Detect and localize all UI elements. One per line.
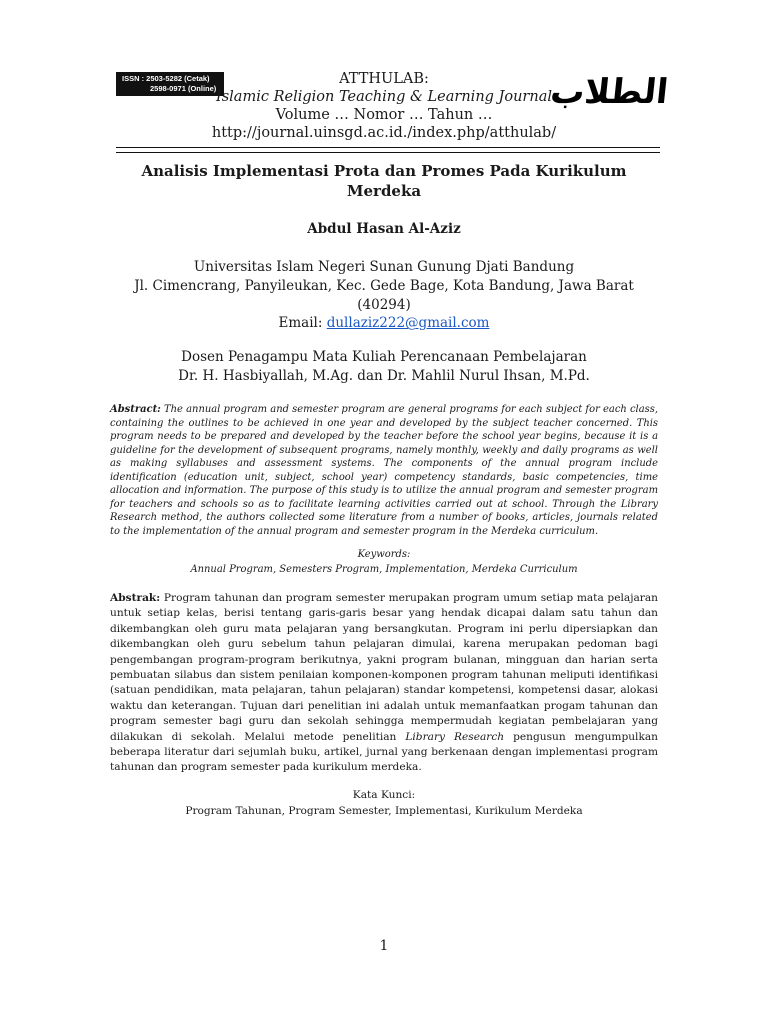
- keywords-indonesian-label: Kata Kunci:: [352, 789, 416, 801]
- abstract-english-label: Abstract:: [110, 404, 161, 415]
- lecturer-names: Dr. H. Hasbiyallah, M.Ag. dan Dr. Mahlil Nurul Ihsan, M.Pd.: [178, 368, 590, 384]
- issn-print: ISSN : 2503-5282 (Cetak): [122, 74, 210, 83]
- article-title: Analisis Implementasi Prota dan Promes Pada Kurikulum Merdeka: [141, 162, 627, 200]
- abstract-indonesian-text-2: pengusun mengumpulkan beberapa literatur dari sejumlah buku, artikel, jurnal yang berkenaan dengan implementasi program tahunan dan program semester pada kurikulum merdeka.: [110, 730, 659, 774]
- journal-name: ATTHULAB:: [339, 71, 429, 87]
- journal-logo: الطلاب: [548, 72, 671, 112]
- volume-line: Volume … Nomor … Tahun …: [275, 107, 493, 123]
- affiliation: Universitas Islam Negeri Sunan Gunung Djati Bandung: [193, 259, 575, 275]
- lecturer-course-line: Dosen Penagampu Mata Kuliah Perencanaan Pembelajaran: [181, 349, 587, 365]
- abstract-indonesian-text-1: Program tahunan dan program semester merupakan program umum setiap mata pelajaran untuk setiap kelas, berisi tentang garis-garis besar yang hendak dicapai dalam satu tahun dan dikembangkan oleh guru mata pelajaran yang bersangkutan. Program ini perlu dipersiapkan dan dikembangkan oleh guru sebelum tahun pelajaran dimulai, karena merupakan pedoman bagi pengembangan program-program berikutnya, yakni program bulanan, mingguan dan harian serta pembuatan silabus dan sistem penilaian komponen-komponen program tahunan meliputi identifikasi (satuan pendidikan, mata pelajaran, tahun pelajaran) standar kompetensi, kompetensi dasar, alokasi waktu dan keterangan. Tujuan dari penelitian ini adalah untuk memanfaatkan progam tahunan dan program semester bagi guru dan sekolah sehingga mempermudah kegiatan pembelajaran yang dilakukan di sekolah. Melalui metode penelitian: [110, 592, 658, 743]
- address: Jl. Cimencrang, Panyileukan, Kec. Gede Bage, Kota Bandung, Jawa Barat: [134, 277, 634, 294]
- abstract-indonesian: [110, 591, 658, 776]
- abstract-english-text: The annual program and semester program are general programs for each subject for each class, containing the outlines to be achieved in one year and developed by the subject teacher concerned. This program needs to be prepared and developed by the teacher before the school year begins, because it is a guideline for the development of subsequent programs, namely monthly, weekly and daily programs as well as making syllabuses and assessment systems. The components of the annual program include identification (education unit, subject, school year) competency standards, basic competencies, time allocation and information. The purpose of this study is to utilize the annual program and semester program for teachers and schools so as to facilitate learning activities carried out at school. Through the Library Research method, the authors collected some literature from a number of books, articles, journals related to the implementation of the annual program and semester program in the Merdeka curriculum.: [110, 404, 658, 537]
- email-label: Email:: [278, 315, 323, 332]
- journal-url[interactable]: http://journal.uinsgd.ac.id./index.php/atthulab/: [211, 125, 557, 141]
- abstract-english: [110, 403, 658, 538]
- journal-subtitle: Islamic Religion Teaching & Learning Journal: [216, 89, 552, 105]
- author-affiliation-block: [110, 258, 658, 333]
- email-line: [110, 314, 658, 333]
- lecturer-block: [110, 348, 658, 386]
- header-rule-bottom: [116, 152, 660, 153]
- abstract-indonesian-label: Abstrak:: [110, 592, 161, 604]
- issn-online: 2598-0971 (Online): [150, 84, 217, 93]
- postal-code: (40294): [357, 296, 411, 313]
- abstract-indonesian-method: Library Research: [405, 730, 505, 743]
- keywords-english-label: Keywords:: [357, 549, 411, 560]
- keywords-english: Annual Program, Semesters Program, Implementation, Merdeka Curriculum: [190, 564, 578, 575]
- page-number: 1: [379, 938, 389, 954]
- keywords-indonesian: Program Tahunan, Program Semester, Implementasi, Kurikulum Merdeka: [185, 805, 583, 817]
- header-rule-top: [116, 147, 660, 148]
- email-link[interactable]: dullaziz222@gmail.com: [326, 315, 490, 332]
- article-author: Abdul Hasan Al-Aziz: [307, 221, 461, 237]
